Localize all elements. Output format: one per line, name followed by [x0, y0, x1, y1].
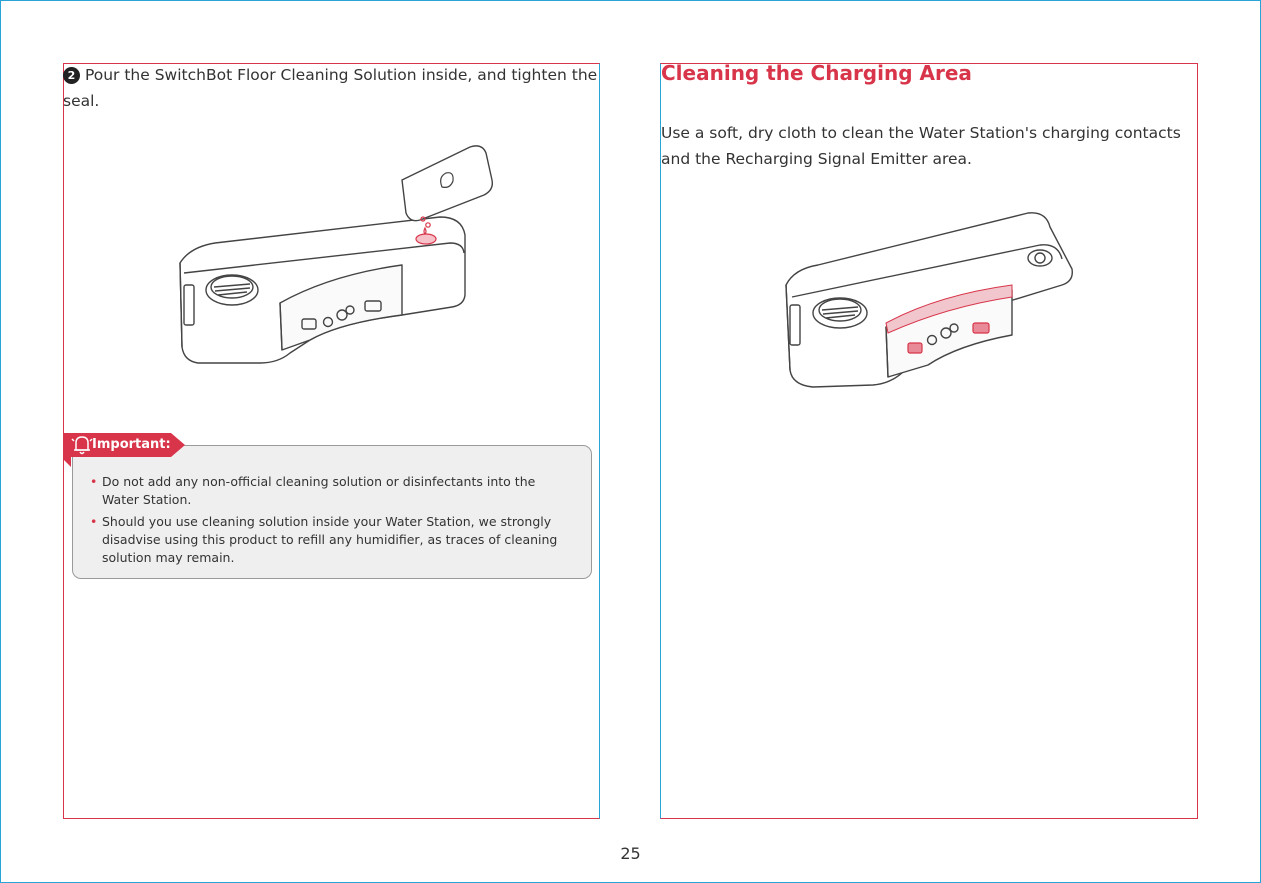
important-bullet-2: • Should you use cleaning solution inside your Water Station, we strongly disadvise using this product to refill any humidifier, as traces of cleaning solution may remain. [90, 514, 558, 565]
step-instruction [63, 62, 608, 114]
solution-pouch-icon [402, 146, 492, 221]
important-bullet-1: • Do not add any non-official cleaning solution or disinfectants into the Water Station. [90, 474, 536, 507]
page-number: 25 [620, 844, 641, 863]
section-title: Cleaning the Charging Area [661, 61, 972, 85]
water-station-charging-area-illustration [778, 205, 1078, 395]
step-instruction-text: Pour the SwitchBot Floor Cleaning Solution inside, and tighten the seal. [63, 66, 598, 110]
water-station-pour-illustration [170, 135, 500, 370]
important-label: Important: [92, 437, 171, 452]
important-bullet-list [90, 473, 570, 571]
section-body: Use a soft, dry cloth to clean the Water Station's charging contacts and the Recharging Signal Emitter area. [661, 124, 1181, 168]
right-column-frame [660, 63, 1198, 819]
bullet-dot-icon: • [90, 514, 98, 529]
bullet-dot-icon: • [90, 474, 98, 489]
step-number-badge: 2 [63, 67, 80, 84]
